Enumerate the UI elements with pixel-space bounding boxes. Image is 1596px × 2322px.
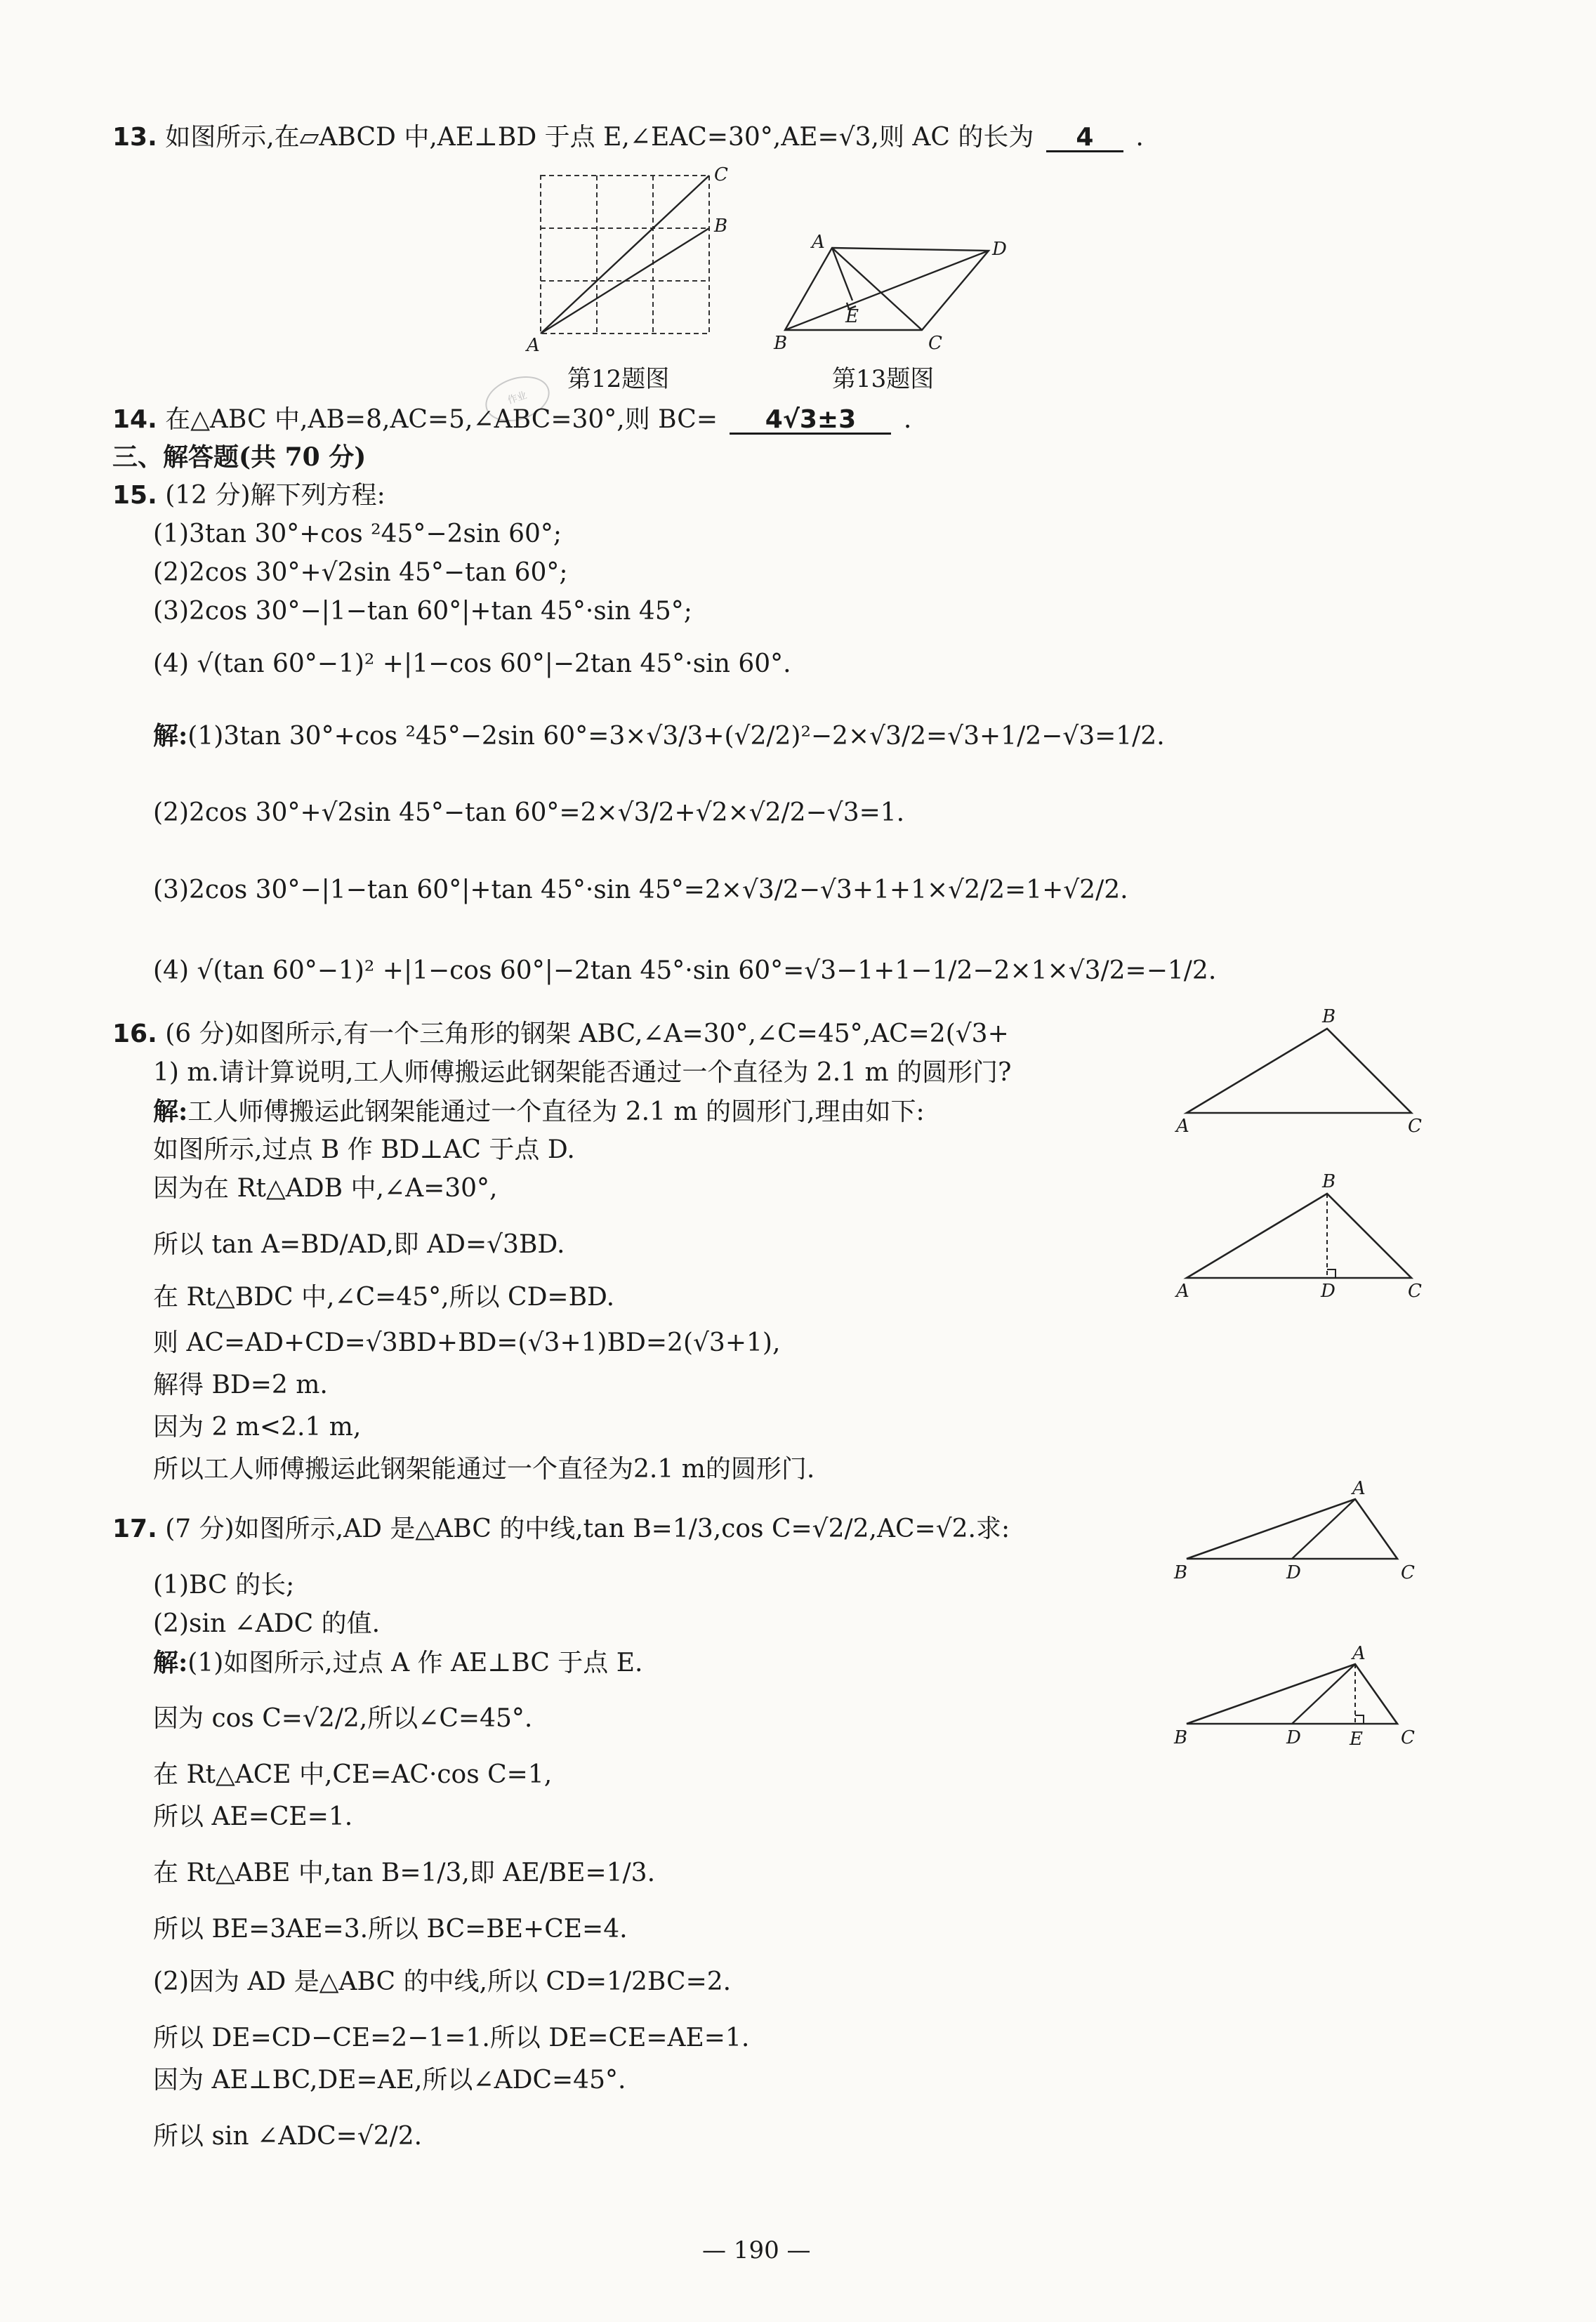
point-label-b: B	[1322, 1171, 1336, 1192]
point-label-e: E	[1350, 1729, 1363, 1750]
solution-text: (1)如图所示,过点 A 作 AE⊥BC 于点 E.	[187, 1649, 643, 1677]
section-title: 三、解答题(共 70 分)	[112, 442, 367, 472]
point-label-e: E	[845, 306, 859, 327]
solution-line: (2)因为 AD 是△ABC 的中线,所以 CD=1/2BC=2.	[153, 1967, 732, 1996]
solution-line: 所以 sin ∠ADC=√2/2.	[153, 2122, 423, 2151]
solution-line: 因为 AE⊥BC,DE=AE,所以∠ADC=45°.	[153, 2066, 626, 2095]
question-13	[112, 125, 1144, 152]
question-15	[112, 483, 385, 508]
solution-line	[153, 1650, 642, 1676]
solution-line: 则 AC=AD+CD=√3BD+BD=(√3+1)BD=2(√3+1),	[153, 1328, 781, 1357]
solution-line: (2)2cos 30°+√2sin 45°−tan 60°=2×√3/2+√2×√2/2−√3=1.	[153, 798, 905, 827]
solution-line: 所以 tan A=BD/AD,即 AD=√3BD.	[153, 1230, 565, 1259]
figure-17-altitude	[1166, 1643, 1432, 1759]
solution-text: 工人师傅搬运此钢架能通过一个直径为 2.1 m 的圆形门,理由如下:	[187, 1097, 925, 1126]
sub-item: (1)BC 的长;	[153, 1571, 295, 1599]
sub-item: (2)2cos 30°+√2sin 45°−tan 60°;	[153, 558, 568, 587]
question-16	[112, 1022, 1009, 1047]
question-number: 13.	[112, 123, 157, 152]
sub-item: (1)3tan 30°+cos ²45°−2sin 60°;	[153, 520, 562, 548]
point-label-b: B	[1174, 1562, 1188, 1583]
question-number: 14.	[112, 405, 157, 434]
point-label-c: C	[714, 164, 728, 185]
point-label-b: B	[1322, 1006, 1336, 1027]
solution-line: 在 Rt△ABE 中,tan B=1/3,即 AE/BE=1/3.	[153, 1859, 656, 1887]
question-text-cont: 1) m.请计算说明,工人师傅搬运此钢架能否通过一个直径为 2.1 m 的圆形门?	[153, 1058, 1012, 1087]
solution-line	[153, 1099, 925, 1125]
question-17	[112, 1517, 1010, 1542]
figure-12	[523, 165, 734, 355]
solution-line	[153, 723, 1165, 749]
question-number: 16.	[112, 1020, 157, 1048]
question-number: 17.	[112, 1515, 157, 1543]
question-text: 在△ABC 中,AB=8,AC=5,∠ABC=30°,则 BC=	[165, 405, 718, 434]
figure-16-altitude	[1169, 1171, 1436, 1306]
figure-16-triangle	[1169, 1006, 1436, 1141]
question-text: (7 分)如图所示,AD 是△ABC 的中线,tan B=1/3,cos C=√2/2,AC=√2.求:	[165, 1515, 1010, 1543]
point-label-c: C	[928, 333, 942, 354]
figure-13	[765, 232, 1011, 355]
question-number: 15.	[112, 481, 157, 510]
solution-line: 解得 BD=2 m.	[153, 1371, 328, 1399]
solution-label: 解:	[153, 1648, 188, 1677]
point-label-b: B	[774, 333, 788, 354]
solution-line: 所以 BE=3AE=3.所以 BC=BE+CE=4.	[153, 1915, 628, 1944]
sub-item: (2)sin ∠ADC 的值.	[153, 1609, 381, 1638]
point-label-d: D	[1321, 1281, 1336, 1302]
solution-label: 解:	[153, 721, 188, 751]
point-label-c: C	[1401, 1727, 1415, 1748]
solution-line: 如图所示,过点 B 作 BD⊥AC 于点 D.	[153, 1135, 575, 1164]
solution-line: (4) √(tan 60°−1)² +|1−cos 60°|−2tan 45°·sin 60°=√3−1+1−1/2−2×1×√3/2=−1/2.	[153, 956, 1217, 985]
question-text: 如图所示,在▱ABCD 中,AE⊥BD 于点 E,∠EAC=30°,AE=√3,则 AC 的长为	[165, 123, 1034, 152]
solution-line: 在 Rt△BDC 中,∠C=45°,所以 CD=BD.	[153, 1283, 615, 1312]
point-label-d: D	[1286, 1727, 1301, 1748]
solution-text: (1)3tan 30°+cos ²45°−2sin 60°=3×√3/3+(√2/2)²−2×√3/2=√3+1/2−√3=1/2.	[187, 722, 1165, 751]
solution-label: 解:	[153, 1097, 188, 1126]
answer-blank: 4√3±3	[730, 407, 891, 435]
solution-line: (3)2cos 30°−|1−tan 60°|+tan 45°·sin 45°=2×√3/2−√3+1+1×√2/2=1+√2/2.	[153, 876, 1128, 904]
question-14	[112, 407, 911, 435]
point-label-a: A	[812, 232, 825, 253]
point-label-b: B	[714, 216, 728, 237]
sub-item: (4) √(tan 60°−1)² +|1−cos 60°|−2tan 45°·sin 60°.	[153, 649, 791, 678]
point-label-c: C	[1401, 1562, 1415, 1583]
question-text: (12 分)解下列方程:	[165, 481, 385, 510]
solution-line: 所以工人师傅搬运此钢架能通过一个直径为2.1 m的圆形门.	[153, 1455, 815, 1484]
solution-line: 因为 cos C=√2/2,所以∠C=45°.	[153, 1704, 533, 1733]
question-text: (6 分)如图所示,有一个三角形的钢架 ABC,∠A=30°,∠C=45°,AC=2(√3+	[165, 1020, 1009, 1048]
page-number: — 190 —	[702, 2236, 811, 2264]
watermark-stamp: 作业	[480, 369, 555, 429]
point-label-c: C	[1408, 1116, 1422, 1137]
solution-line: 在 Rt△ACE 中,CE=AC·cos C=1,	[153, 1760, 553, 1789]
sub-item: (3)2cos 30°−|1−tan 60°|+tan 45°·sin 45°;	[153, 597, 692, 626]
point-label-a: A	[1176, 1116, 1189, 1137]
figure-13-caption: 第13题图	[832, 365, 935, 393]
point-label-d: D	[992, 239, 1007, 260]
point-label-a: A	[1352, 1478, 1366, 1499]
punctuation: .	[903, 405, 912, 434]
solution-line: 所以 DE=CD−CE=2−1=1.所以 DE=CE=AE=1.	[153, 2024, 750, 2052]
answer-blank: 4	[1046, 125, 1123, 152]
solution-line: 因为在 Rt△ADB 中,∠A=30°,	[153, 1174, 498, 1203]
punctuation: .	[1135, 123, 1144, 152]
point-label-c: C	[1408, 1281, 1422, 1302]
figure-12-caption: 第12题图	[567, 365, 670, 393]
solution-line: 所以 AE=CE=1.	[153, 1802, 353, 1831]
point-label-a: A	[1352, 1643, 1366, 1664]
point-label-a: A	[527, 335, 540, 356]
point-label-b: B	[1174, 1727, 1188, 1748]
point-label-a: A	[1176, 1281, 1189, 1302]
solution-line: 因为 2 m<2.1 m,	[153, 1413, 362, 1442]
figure-17-triangle	[1166, 1478, 1432, 1594]
point-label-d: D	[1286, 1562, 1301, 1583]
